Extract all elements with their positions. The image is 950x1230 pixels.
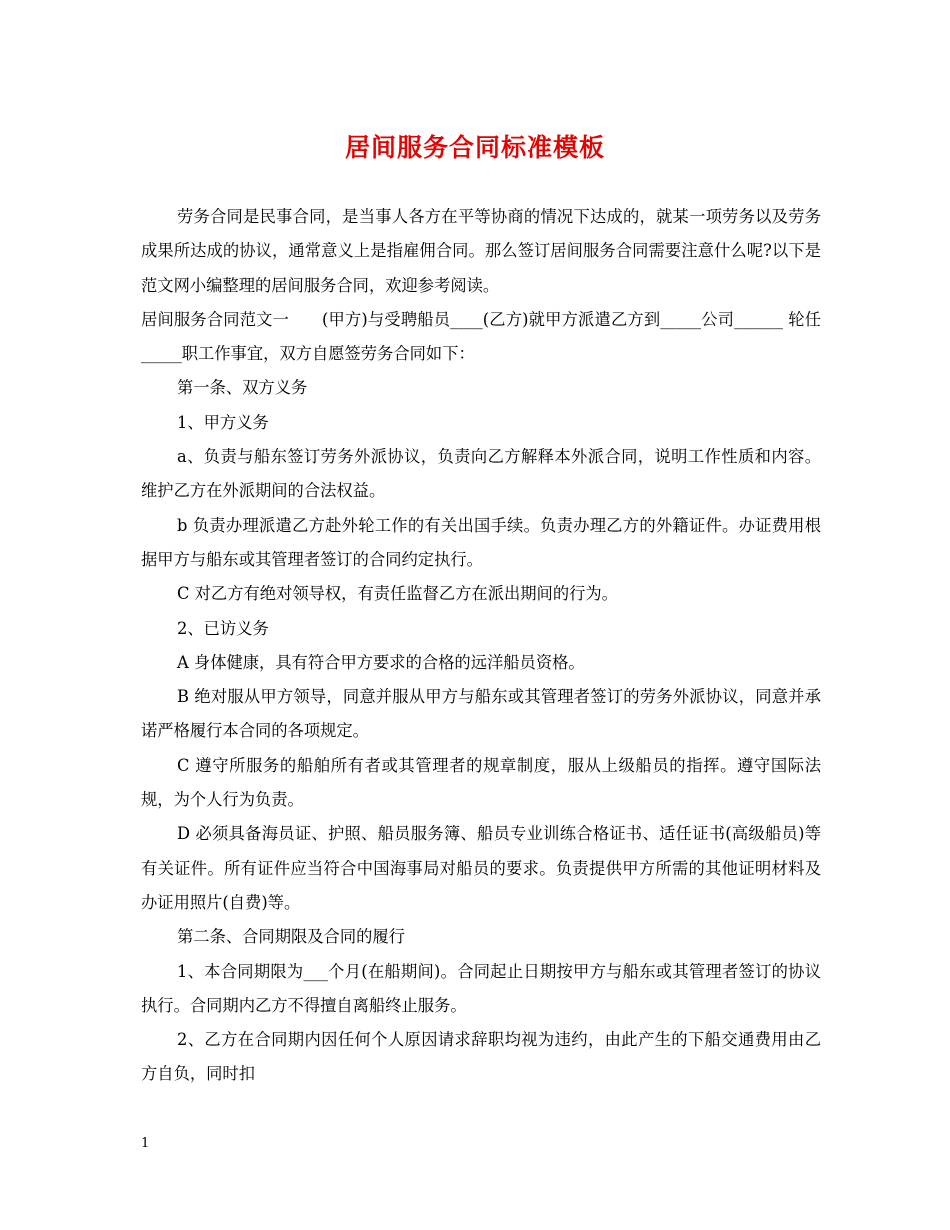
paragraph: A 身体健康，具有符合甲方要求的合格的远洋船员资格。 (177, 652, 585, 672)
paragraph: 1、甲方义务 (177, 412, 269, 432)
document-body (141, 200, 821, 1092)
paragraph: C 对乙方有绝对领导权，有责任监督乙方在派出期间的行为。 (177, 584, 618, 604)
paragraph: 劳务合同是民事合同，是当事人各方在平等协商的情况下达成的，就某一项劳务以及劳务成果所达成的协议，通常意义上是指雇佣合同。那么签订居间服务合同需要注意什么呢?以下是范文网小编整理的居间服务合同，欢迎参考阅读。 (141, 207, 821, 295)
paragraph: 居间服务合同范文一 (甲方)与受聘船员____(乙方)就甲方派遣乙方到_____公司______ 轮任_____职工作事宜，双方自愿签劳务合同如下： (141, 309, 821, 364)
paragraph: 2、已访义务 (177, 618, 269, 638)
paragraph: 2、乙方在合同期内因任何个人原因请求辞职均视为违约，由此产生的下船交通费用由乙方自负，同时扣 (141, 1030, 821, 1084)
paragraph: 第一条、双方义务 (177, 378, 308, 398)
paragraph: D 必须具备海员证、护照、船员服务簿、船员专业训练合格证书、适任证书(高级船员)等有关证件。所有证件应当符合中国海事局对船员的要求。负责提供甲方所需的其他证明材料及办证用照片(自费)等。 (141, 824, 821, 912)
paragraph: 第二条、合同期限及合同的履行 (177, 927, 405, 947)
paragraph: 1、本合同期限为___个月(在船期间)。合同起止日期按甲方与船东或其管理者签订的协议执行。合同期内乙方不得擅自离船终止服务。 (141, 961, 821, 1015)
document-title: 居间服务合同标准模板 (344, 133, 605, 162)
page-number: 1 (141, 1136, 150, 1151)
paragraph: b 负责办理派遣乙方赴外轮工作的有关出国手续。负责办理乙方的外籍证件。办证费用根据甲方与船东或其管理者签订的合同约定执行。 (141, 515, 821, 569)
paragraph: C 遵守所服务的船舶所有者或其管理者的规章制度，服从上级船员的指挥。遵守国际法规，为个人行为负责。 (141, 755, 821, 810)
paragraph: B 绝对服从甲方领导，同意并服从甲方与船东或其管理者签订的劳务外派协议，同意并承诺严格履行本合同的各项规定。 (141, 687, 821, 741)
paragraph: a、负责与船东签订劳务外派协议，负责向乙方解释本外派合同，说明工作性质和内容。维护乙方在外派期间的合法权益。 (141, 447, 821, 501)
